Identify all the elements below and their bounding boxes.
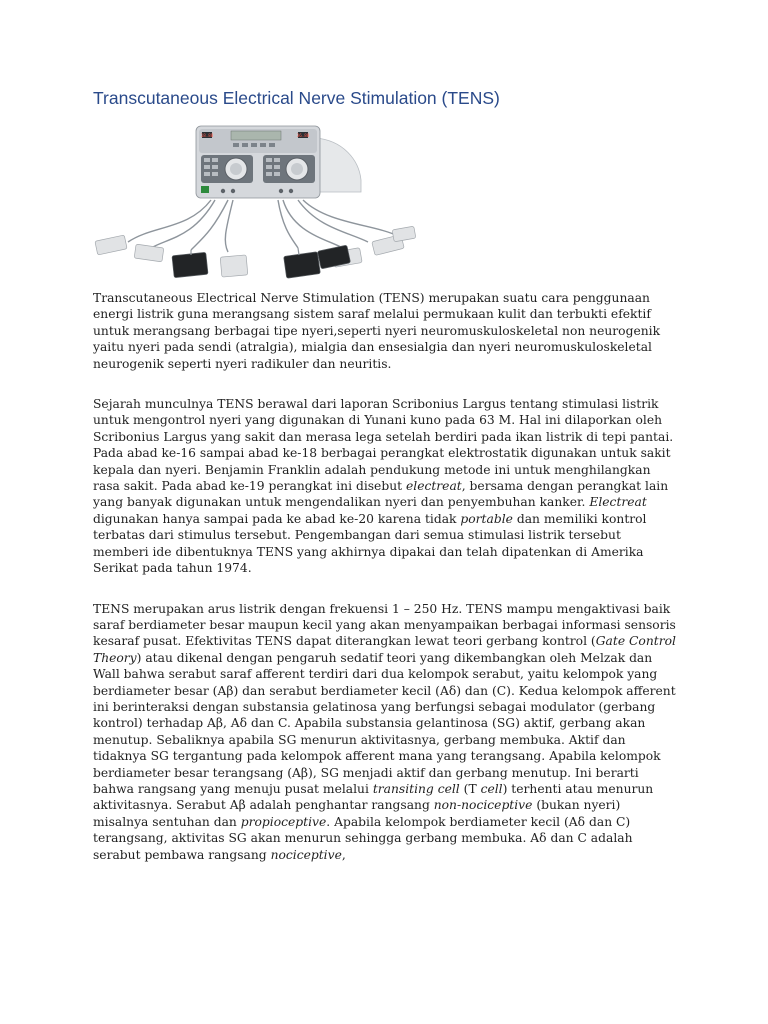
left-display-readout: 18.88	[200, 133, 214, 139]
term-electreat: electreat	[405, 479, 462, 494]
paragraph-mechanism	[93, 601, 678, 864]
paragraph-history	[93, 396, 678, 576]
article-body	[93, 290, 678, 887]
paragraph-mechanism-text: TENS merupakan arus listrik dengan frekuensi 1 – 250 Hz. TENS mampu mengaktivasi baik saraf berdiameter besar maupun kecil yang akan menyampaikan berbagai informasi sensoris kesaraf pusat. Efektivitas TENS dapat diterangkan lewat teori gerbang kontrol (	[93, 601, 676, 649]
term-non-nociceptive: non-nociceptive	[433, 798, 533, 813]
term-cell: cell	[480, 781, 503, 796]
paragraph-mechanism-text: . Apabila kelompok berdiameter kecil (Aδ dan C) terangsang, aktivitas SG akan menurun sehingga gerbang membuka. Aδ dan C adalah serabut pembawa rangsang	[93, 814, 633, 862]
document-title: Transcutaneous Electrical Nerve Stimulation (TENS)	[93, 88, 500, 108]
paragraph-history-text: , bersama dengan perangkat lain yang banyak digunakan untuk mengendalikan nyeri dan penyembuhan kanker.	[93, 479, 669, 510]
paragraph-mechanism-text: ) terhenti atau menurun aktivitasnya. Serabut Aβ adalah penghantar rangsang	[93, 781, 654, 813]
paragraph-mechanism-text: ,	[341, 847, 346, 862]
paragraph-intro: Transcutaneous Electrical Nerve Stimulation (TENS) merupakan suatu cara penggunaan energi listrik guna merangsang sistem saraf melalui permukaan kulit dan terbukti efektif untuk merangsang berbagai tipe nyeri,seperti nyeri neuromuskuloskeletal non neurogenik yaitu nyeri pada sendi (atralgia), mialgia dan ensesialgia dan nyeri neuromuskuloskeletal neurogenik seperti nyeri radikuler dan neuritis.	[93, 291, 661, 371]
tens-device-image	[93, 120, 418, 285]
term-nociceptive: nociceptive	[270, 847, 342, 862]
paragraph-mechanism-text: (T	[459, 781, 481, 796]
paragraph-mechanism-text: ) atau dikenal dengan pengaruh sedatif teori yang dikembangkan oleh Melzak dan Wall bahwa serabut saraf afferent terdiri dari dua kelompok serabut, yaitu kelompok yang berdiameter besar (Aβ) dan serabut berdiameter kecil (Aδ) dan (C). Kedua kelompok afferent ini berinteraksi dengan substansia gelatinosa yang berfungsi sebagai modulator (gerbang kontrol) terhadap Aβ, Aδ dan C. Apabila substansia gelantinosa (SG) aktif, gerbang akan menutup. Sebaliknya apabila SG menurun aktivitasnya, gerbang membuka. Aktif dan tidaknya SG tergantung pada kelompok afferent mana yang terangsang. Apabila kelompok berdiameter besar terangsang (Aβ), SG menjadi aktif dan gerbang menutup. Ini berarti bahwa rangsang yang menuju pusat melalui	[93, 650, 676, 796]
term-portable: portable	[460, 511, 513, 526]
term-electreat-capitalized: Electreat	[589, 495, 647, 510]
paragraph-history-text: digunakan hanya sampai pada ke abad ke-20 karena tidak	[93, 511, 461, 526]
term-propioceptive: propioceptive	[240, 814, 327, 829]
paragraph-mechanism-text: (bukan nyeri) misalnya sentuhan dan	[93, 798, 621, 829]
right-display-readout: 36.88	[296, 133, 310, 139]
paragraph-history-text: dan memiliki kontrol terbatas dari stimulus tersebut. Pengembangan dari semua stimulasi listrik tersebut memberi ide dibentuknya TENS yang akhirnya dipakai dan telah dipatenkan di Amerika Serikat pada tahun 1974.	[93, 511, 647, 576]
paragraph-history-text: Sejarah munculnya TENS berawal dari laporan Scribonius Largus tentang stimulasi listrik untuk mengontrol nyeri yang digunakan di Yunani kuno pada 63 M. Hal ini dilaporkan oleh Scribonius Largus yang sakit dan merasa lega setelah berdiri pada ikan listrik di tepi pantai. Pada abad ke-16 sampai abad ke-18 berbagai perangkat elektrostatik digunakan untuk sakit kepala dan nyeri. Benjamin Franklin adalah pendukung metode ini untuk menghilangkan rasa sakit. Pada abad ke-19 perangkat ini disebut	[93, 397, 674, 494]
term-gate-control-theory: Gate Control Theory	[93, 634, 676, 665]
term-transiting-cell: transiting cell	[372, 781, 460, 796]
